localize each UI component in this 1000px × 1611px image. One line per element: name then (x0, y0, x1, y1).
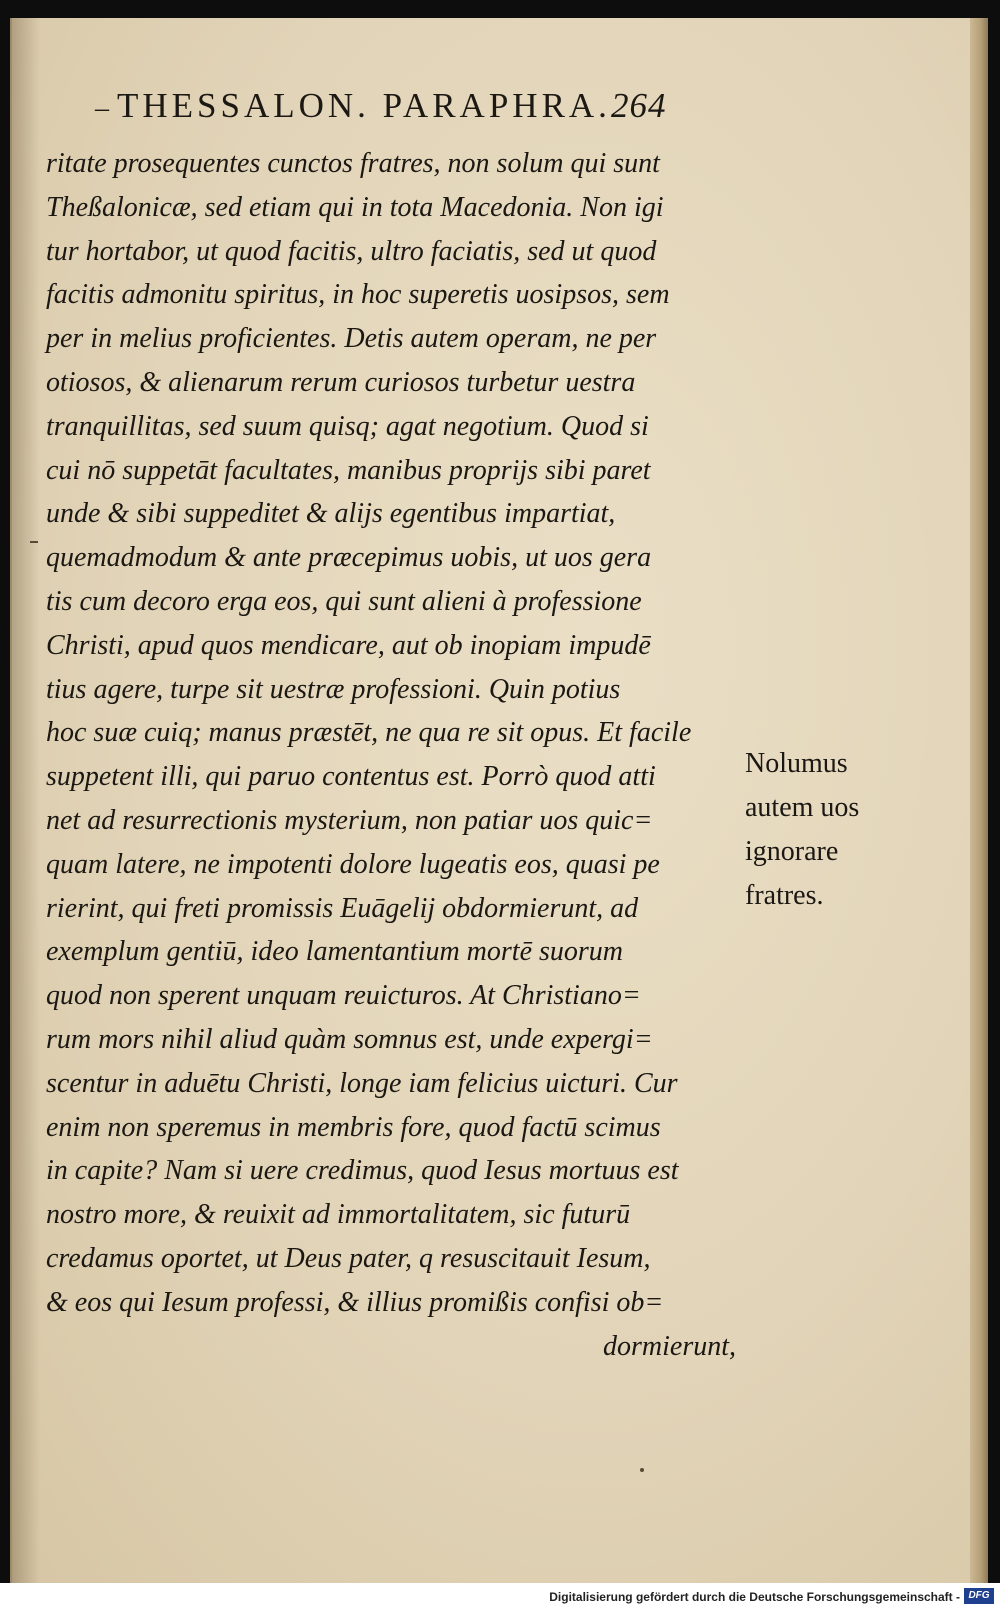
text-line: Theßalonicæ, sed etiam qui in tota Macedonia. Non igi (46, 191, 664, 223)
page-number: 264 (610, 86, 667, 125)
text-line: net ad resurrectionis mysterium, non patiar uos quic= (46, 804, 653, 836)
text-line: quam latere, ne impotenti dolore lugeatis eos, quasi pe (46, 848, 660, 880)
footer-credit: Digitalisierung gefördert durch die Deutsche Forschungsgemeinschaft - (549, 1590, 960, 1604)
ink-speck (640, 1468, 644, 1472)
text-line: facitis admonitu spiritus, in hoc superetis uosipsos, sem (46, 279, 670, 311)
running-head (95, 86, 666, 126)
running-head-dash: – (95, 93, 109, 124)
text-line: tius agere, turpe sit uestræ professioni. Quin potius (46, 673, 621, 705)
margin-note-line: autem uos (745, 792, 860, 823)
text-line: cui nō suppetāt facultates, manibus proprijs sibi paret (46, 454, 651, 486)
ink-mark (30, 541, 38, 543)
text-line: dormierunt, (603, 1330, 736, 1362)
text-line: exemplum gentiū, ideo lamentantium mortē suorum (46, 936, 624, 968)
text-line: hoc suæ cuiq; manus præstēt, ne qua re sit opus. Et facile (46, 717, 692, 749)
margin-note-line: fratres. (745, 880, 824, 911)
text-line: Christi, apud quos mendicare, aut ob inopiam impudē (46, 629, 651, 661)
text-line: per in melius proficientes. Detis autem operam, ne per (46, 323, 657, 355)
margin-note-line: ignorare (745, 836, 839, 867)
body-text (46, 142, 736, 1368)
margin-note-line: Nolumus (745, 748, 848, 779)
text-line: tur hortabor, ut quod facitis, ultro faciatis, sed ut quod (46, 235, 657, 267)
dfg-logo: DFG (964, 1588, 994, 1604)
text-line: suppetent illi, qui paruo contentus est. Porrò quod atti (46, 761, 656, 793)
margin-note (745, 742, 945, 918)
page-edge (970, 18, 988, 1583)
running-head-title: THESSALON. PARAPHRA. (117, 86, 611, 125)
text-line: enim non speremus in membris fore, quod factū scimus (46, 1111, 661, 1143)
text-line: credamus oportet, ut Deus pater, q resuscitauit Iesum, (46, 1242, 651, 1274)
gutter-shadow (10, 18, 40, 1583)
text-line: otiosos, & alienarum rerum curiosos turbetur uestra (46, 366, 636, 398)
text-line: unde & sibi suppeditet & alijs egentibus impartiat, (46, 498, 616, 530)
footer-bar (0, 1583, 1000, 1611)
text-line: ritate prosequentes cunctos fratres, non solum qui sunt (46, 148, 660, 179)
text-line: quemadmodum & ante præcepimus uobis, ut uos gera (46, 542, 652, 574)
text-line: rierint, qui freti promissis Euāgelij obdormierunt, ad (46, 892, 639, 924)
text-line: nostro more, & reuixit ad immortalitatem, sic futurū (46, 1199, 631, 1231)
text-line: rum mors nihil aliud quàm somnus est, unde expergi= (46, 1023, 653, 1055)
text-line: & eos qui Iesum professi, & illius promißis confisi ob= (46, 1286, 664, 1318)
text-line: quod non sperent unquam reuicturos. At Christiano= (46, 980, 641, 1012)
text-line: in capite? Nam si uere credimus, quod Iesus mortuus est (46, 1155, 679, 1187)
text-line: tranquillitas, sed suum quisq; agat negotium. Quod si (46, 410, 649, 442)
text-line: scentur in aduētu Christi, longe iam felicius uicturi. Cur (46, 1067, 678, 1099)
text-line: tis cum decoro erga eos, qui sunt alieni à professione (46, 585, 642, 617)
